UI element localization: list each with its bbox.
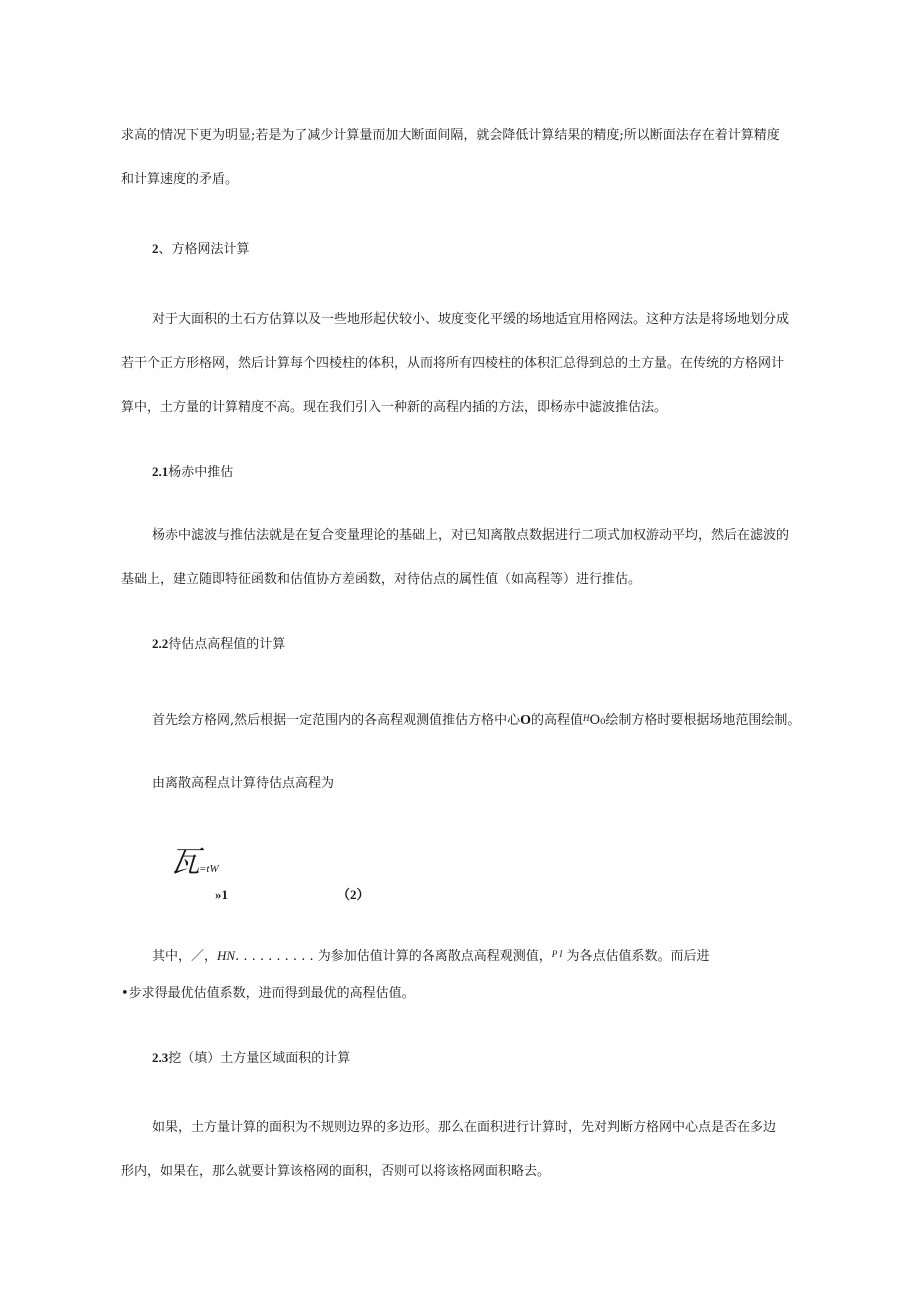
section-heading [152,1050,350,1067]
section-number: 2.2 [152,636,169,651]
text-run: 的高程值 [531,713,584,728]
section-heading [152,636,285,653]
paragraph-line: 和计算速度的矛盾。 [121,172,239,187]
equation-number: （2） [337,887,370,902]
text-run: 其中，／， [152,949,218,964]
section-title: 杨赤中推估 [168,465,234,480]
section-number: 2.3 [152,1050,169,1065]
equation-expression: =tW [199,863,219,875]
paragraph-line: •步求得最优估值系数，进而得到最优的高程估值。 [121,986,415,1001]
paragraph-line: 形内，如果在，那么就要计算该格网的面积，否则可以将该格网面积略去。 [121,1164,551,1179]
paragraph-line: 基础上，建立随即特征函数和估值协方差函数，对待估点的属性值（如高程等）进行推估。 [121,572,642,587]
formula-symbol: H [583,713,590,723]
section-title: 待估点高程值的计算 [168,637,286,652]
paragraph-line [152,710,800,729]
formula-symbol: P I [551,949,563,959]
section-heading [152,241,250,258]
paragraph-line: 求高的情况下更为明显;若是为了减少计算量而加大断面间隔，就会降低计算结果的精度;所以断面法存在着计算精度 [121,128,780,143]
section-title: 、方格网法计算 [158,242,250,257]
paragraph-line: 如果，土方量计算的面积为不规则边界的多边形。那么在面积进行计算时，先对判断方格网中心点是否在多边 [152,1120,777,1135]
text-run: 首先绘方格网,然后根据一定范围内的各高程观测值推估方格中心 [152,713,521,728]
paragraph-line: 算中，土方量的计算精度不高。现在我们引入一种新的高程内插的方法，即杨赤中滤波推估法。 [121,400,668,415]
text-run: 为各点估值系数。而后进 [562,949,710,964]
paragraph-line: 对于大面积的土石方估算以及一些地形起伏较小、坡度变化平缓的场地适宜用格网法。这种方法是将场地划分成 [152,312,790,327]
section-heading [152,464,233,481]
section-number: 2 [152,241,159,256]
center-point-label: O [520,713,532,728]
formula-symbol: HN [217,948,236,963]
paragraph-line [152,946,709,965]
equation-symbol: 瓦 [170,846,200,879]
paragraph-line: 若干个正方形格网，然后计算每个四棱柱的体积，从而将所有四棱柱的体积汇总得到总的土方量。在传统的方格网计 [121,356,785,371]
paragraph-line: 由离散高程点计算待估点高程为 [152,776,335,791]
section-number: 2.1 [152,464,169,479]
text-run: O₀绘制方格时要根据场地范围绘制。 [589,713,801,728]
section-title: 挖（填）土方量区域面积的计算 [168,1051,351,1066]
equation-index: »1 [215,887,228,902]
paragraph-line: 杨赤中滤波与推估法就是在复合变量理论的基础上，对已知离散点数据进行二项式加权游动平均，然后在滤波的 [152,528,790,543]
text-run: . . . . . . . . . . 为参加估值计算的各离散点高程观测值， [235,949,552,964]
